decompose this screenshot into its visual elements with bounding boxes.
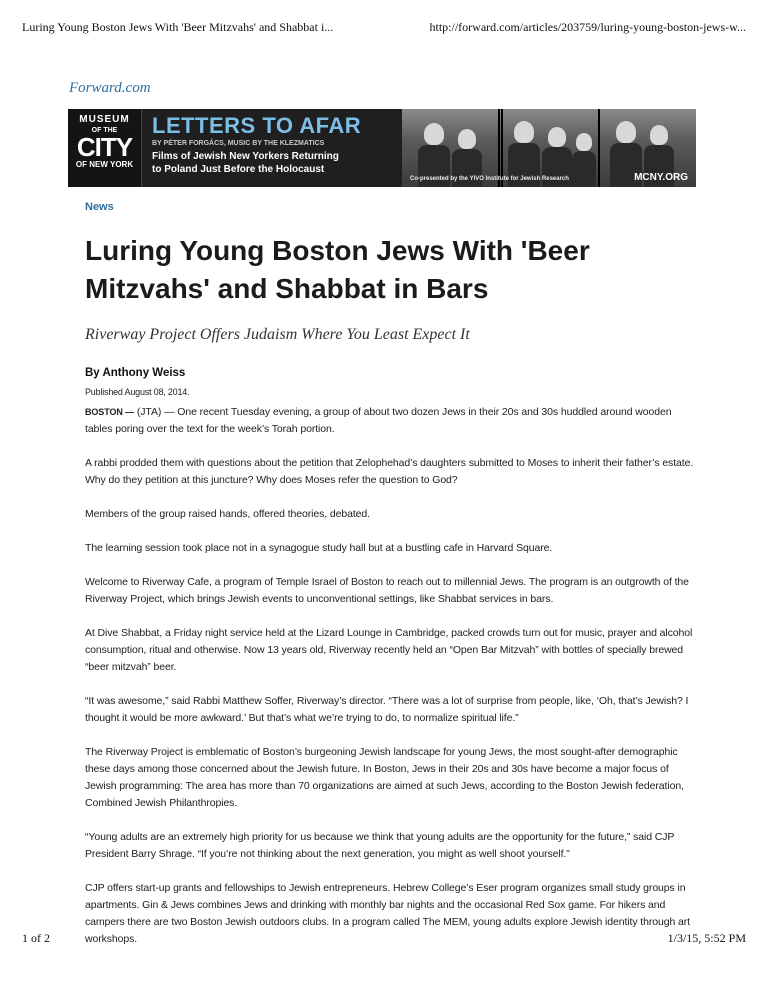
print-header-title: Luring Young Boston Jews With 'Beer Mitzvahs' and Shabbat i... <box>22 20 334 34</box>
article-subhead: Riverway Project Offers Judaism Where You Least Expect It <box>85 326 470 343</box>
dateline: BOSTON — <box>85 407 135 417</box>
print-header-url: http://forward.com/articles/203759/luring-young-boston-jews-w... <box>429 20 746 34</box>
banner-tagline <box>152 151 392 176</box>
museum-logo-line2: OF THE <box>91 127 118 134</box>
museum-logo <box>68 109 142 187</box>
banner-copresented: Co-presented by the YIVO Institute for Jewish Research <box>410 176 569 182</box>
article-headline: Luring Young Boston Jews With 'Beer Mitzvahs' and Shabbat in Bars <box>85 235 590 304</box>
print-datetime: 1/3/15, 5:52 PM <box>667 931 746 945</box>
article-paragraph: The Riverway Project is emblematic of Boston’s burgeoning Jewish landscape for young Jews, the most sought-after demographic these days among those concerned about the Jewish future. In Boston, Jews in their 20s and 30s have become a major focus of Jewish programming: The area has more than 70 organizations are aimed at such Jews, according to the Boston Jewish federation, Combined Jewish Philanthropies. <box>85 746 684 809</box>
article-paragraph: CJP offers start-up grants and fellowships to Jewish entrepreneurs. Hebrew College’s Eser program organizes small study groups in apartments. Gin & Jews combines Jews and drinking with monthly bar nights and the occasional Red Sox game. For hikers and campers there are two Boston Jewish outdoors clubs. In a program called The MEM, young adults explore Jewish identity through art workshops. <box>85 882 690 945</box>
banner-text <box>142 109 402 187</box>
article-paragraph: A rabbi prodded them with questions about the petition that Zelophehad’s daughters submitted to Moses to inherit their father’s estate. Why do they petition at this juncture? Why does Moses refer the question to God? <box>85 457 694 486</box>
print-header <box>22 20 746 35</box>
published-date: Published August 08, 2014. <box>85 387 190 397</box>
article-body <box>85 404 695 965</box>
banner-photo-strip <box>402 109 696 187</box>
article-paragraph: BOSTON — (JTA) — One recent Tuesday evening, a group of about two dozen Jews in their 20s and 30s huddled around wooden tables poring over the text for the week’s Torah portion. <box>85 406 672 435</box>
section-label[interactable]: News <box>85 201 114 213</box>
article-paragraph: The learning session took place not in a synagogue study hall but at a bustling cafe in Harvard Square. <box>85 542 553 554</box>
page-number: 1 of 2 <box>22 931 50 945</box>
print-footer <box>22 931 746 946</box>
article-paragraph: Members of the group raised hands, offered theories, debated. <box>85 508 370 520</box>
banner-site-link[interactable]: MCNY.ORG <box>634 172 688 183</box>
banner-title: LETTERS TO AFAR <box>152 113 362 138</box>
article-paragraph: “It was awesome,” said Rabbi Matthew Soffer, Riverway’s director. “There was a lot of surprise from people, like, ‘Oh, that’s Jewish? I thought it would be more awkward.’ But that’s what we’re trying to do, to normalize spiritual life.” <box>85 695 689 724</box>
banner-tagline-line2: to Poland Just Before the Holocaust <box>152 163 325 175</box>
banner-tagline-line1: Films of Jewish New Yorkers Returning <box>152 151 339 162</box>
museum-logo-line3: CITY <box>76 132 133 162</box>
article-byline[interactable]: By Anthony Weiss <box>85 367 186 379</box>
ad-banner[interactable] <box>68 109 696 187</box>
site-logo[interactable]: Forward.com <box>69 80 151 96</box>
museum-logo-line1: MUSEUM <box>79 114 130 125</box>
article-paragraph: Welcome to Riverway Cafe, a program of Temple Israel of Boston to reach out to millennial Jews. The program is an outgrowth of the Riverway Project, which brings Jewish events to unconventional settings, like Shabbat services in bars. <box>85 576 689 605</box>
banner-credit: BY PÉTER FORGÁCS, MUSIC BY THE KLEZMATICS <box>152 140 325 147</box>
article-paragraph: At Dive Shabbat, a Friday night service held at the Lizard Lounge in Cambridge, packed crowds turn out for music, prayer and alcohol consumption, ritual and otherwise. Now 13 years old, Riverway recently held an “Open Bar Mitzvah” with bottles of specially brewed “beer mitzvah” beer. <box>85 627 693 673</box>
museum-logo-line4: OF NEW YORK <box>75 160 134 169</box>
article-paragraph: “Young adults are an extremely high priority for us because we think that young adults are the opportunity for the future,” said CJP President Barry Shrage. “If you’re not thinking about the next generation, you might as well shoot yourself.” <box>85 831 675 860</box>
